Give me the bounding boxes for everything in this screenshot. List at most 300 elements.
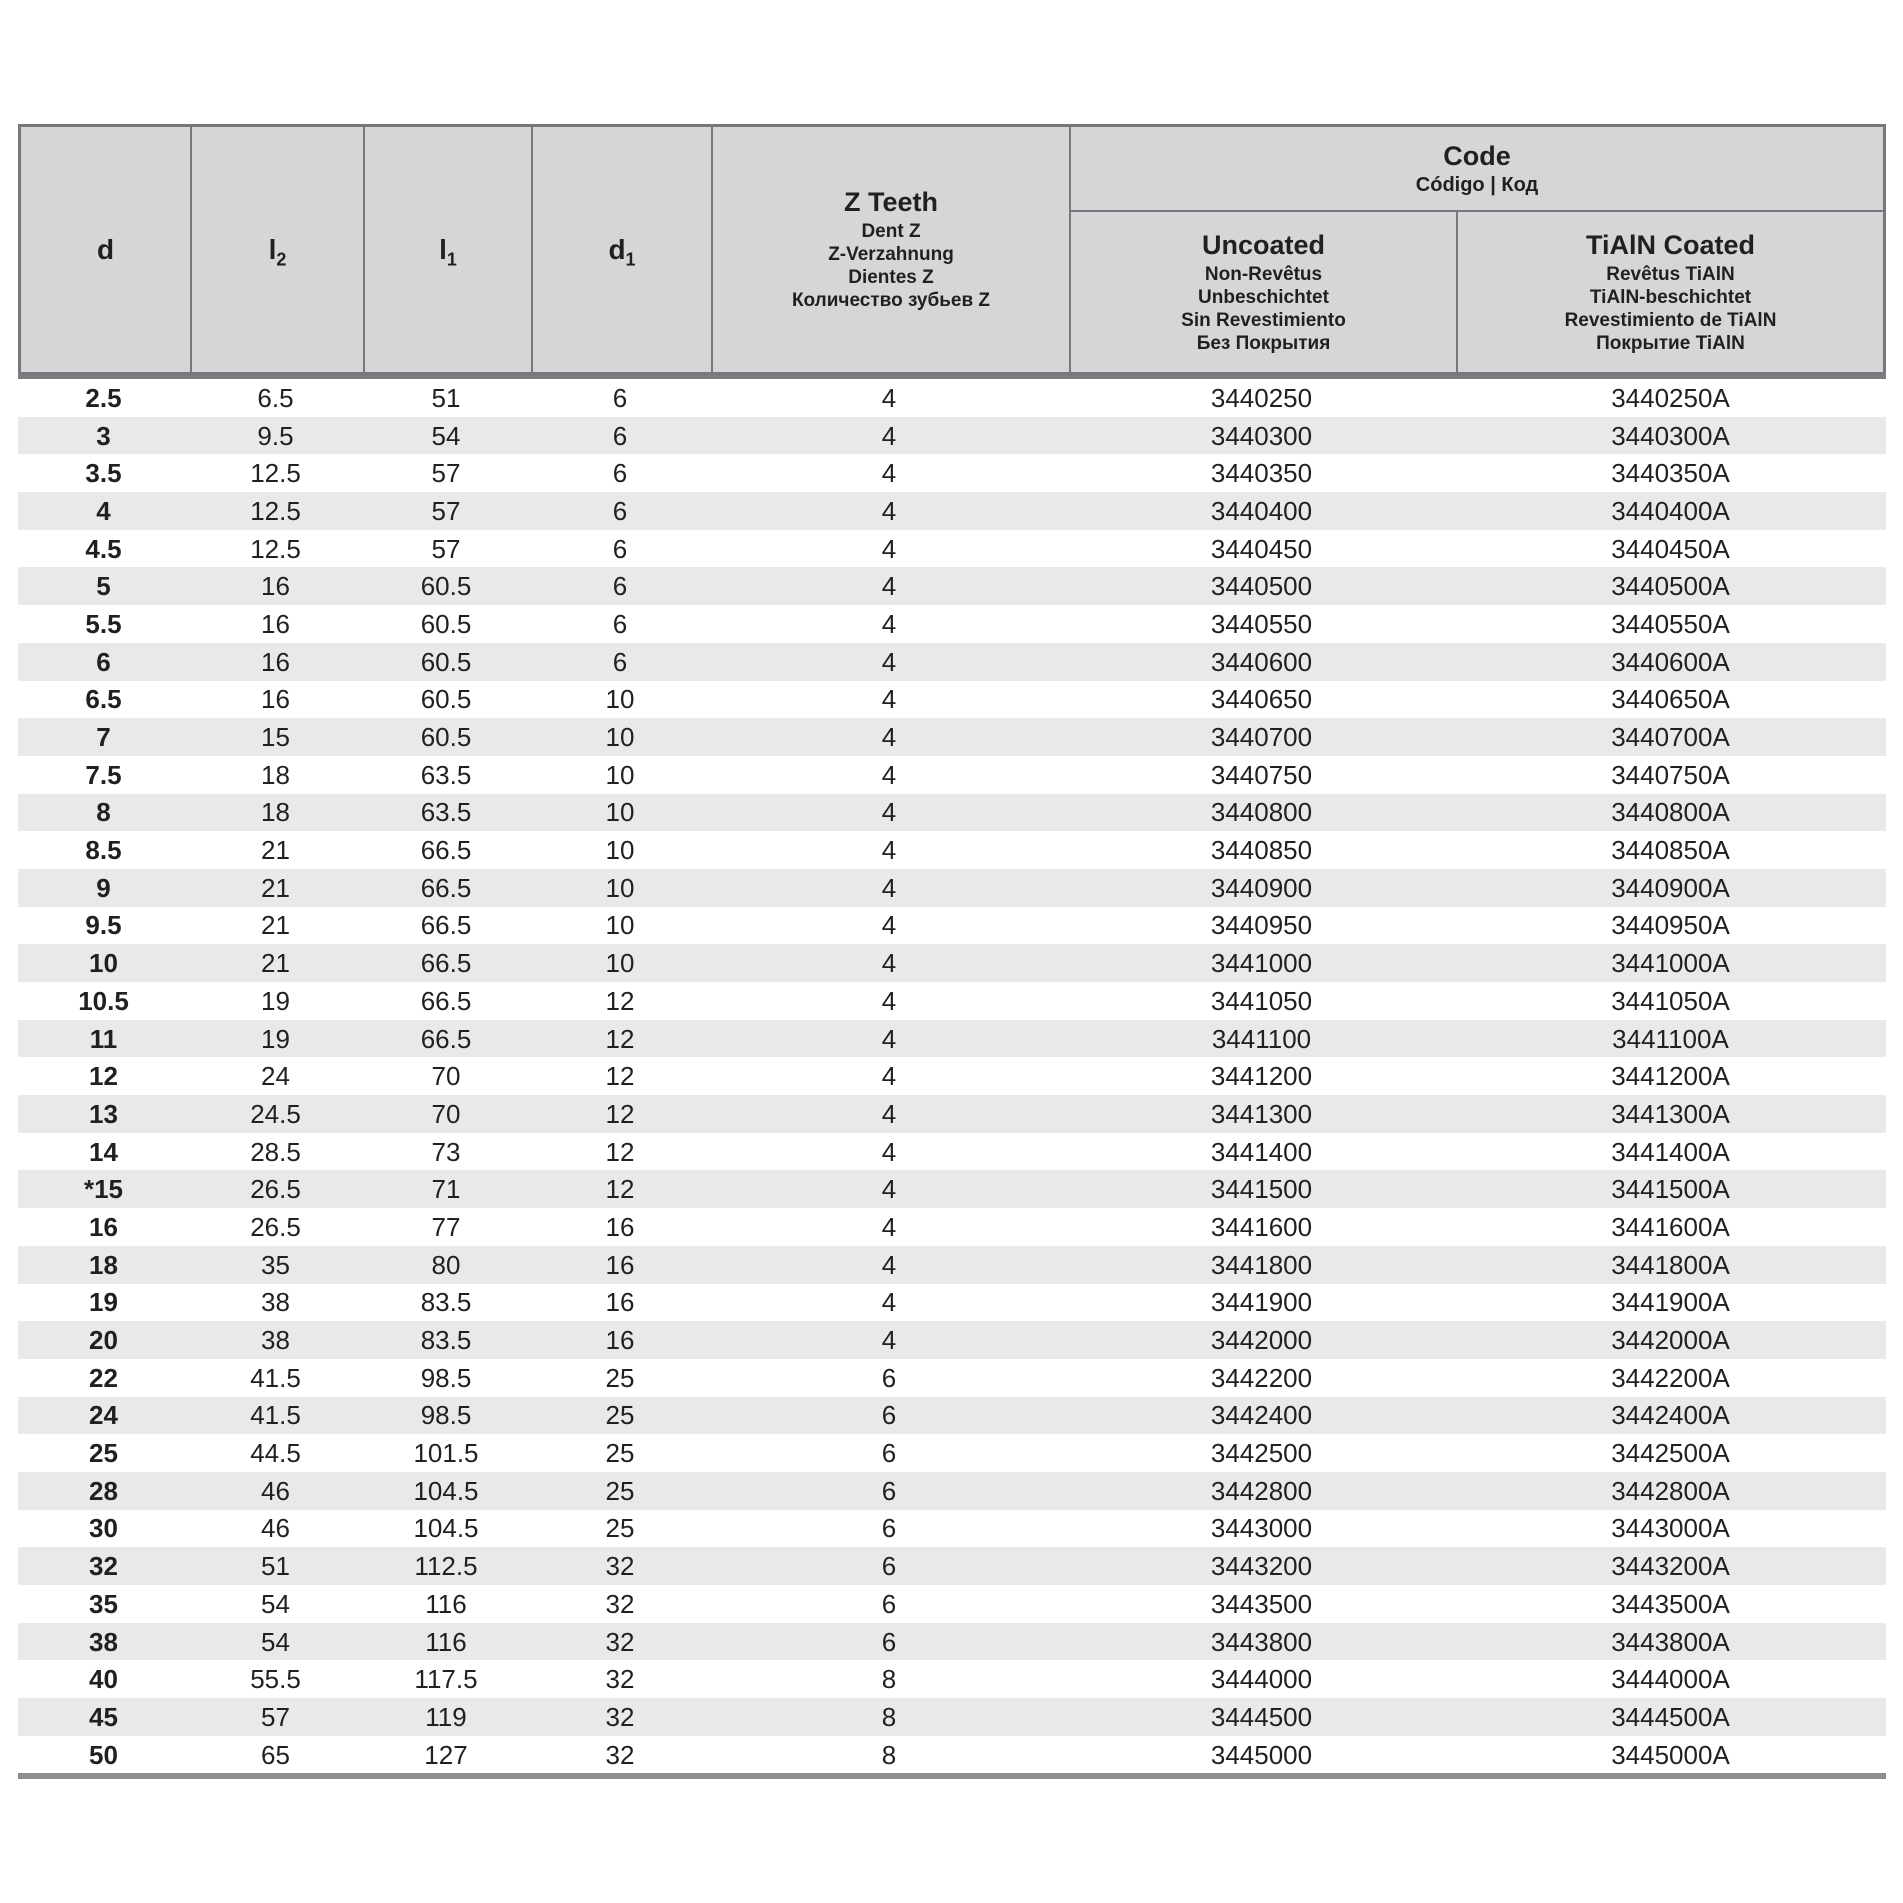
cell-d1: 16 xyxy=(605,1287,635,1318)
cell-l1: 63.5 xyxy=(420,759,472,790)
cell-d: 7.5 xyxy=(85,759,122,790)
cell-d: 3.5 xyxy=(85,458,122,489)
cell-code-uncoated: 3443200 xyxy=(1210,1551,1313,1582)
cell-code-uncoated: 3440700 xyxy=(1210,722,1313,753)
cell-l2: 6.5 xyxy=(257,382,294,413)
cell-code-uncoated: 3442200 xyxy=(1210,1362,1313,1393)
cell-d: 50 xyxy=(89,1739,118,1770)
cell-z-teeth: 4 xyxy=(881,608,897,639)
cell-l2: 54 xyxy=(261,1626,290,1657)
col-header-z-teeth xyxy=(713,127,1071,372)
cell-d1: 25 xyxy=(605,1362,635,1393)
col-header-d1-label: $d_1$ xyxy=(608,233,636,270)
cell-d: 8 xyxy=(96,797,111,828)
cell-d1: 12 xyxy=(605,1136,635,1167)
table-row xyxy=(18,1736,1886,1774)
cell-l1: 112.5 xyxy=(414,1551,478,1582)
cell-l2: 55.5 xyxy=(250,1664,301,1695)
cell-code-uncoated: 3440750 xyxy=(1210,759,1313,790)
table-row xyxy=(18,756,1886,794)
cell-l1: 101.5 xyxy=(413,1438,479,1469)
cell-l2: 21 xyxy=(261,948,290,979)
cell-l1: 70 xyxy=(431,1098,461,1129)
uncoated-translation: Sin Revestimiento xyxy=(1181,309,1346,331)
cell-code-uncoated: 3440500 xyxy=(1210,571,1313,602)
table-row xyxy=(18,831,1886,869)
cell-l2: 19 xyxy=(261,985,290,1016)
table-row xyxy=(18,379,1886,417)
cell-d1: 10 xyxy=(605,759,635,790)
cell-l1: 117.5 xyxy=(414,1664,478,1695)
cell-l2: 19 xyxy=(261,1023,290,1054)
cell-l1: 63.5 xyxy=(420,797,472,828)
z-teeth-translation: Количество зубьев Z xyxy=(791,290,991,311)
tialn-coated-translation: Revestimiento de TiAlN xyxy=(1564,309,1777,331)
cell-z-teeth: 4 xyxy=(881,1325,897,1356)
table-row xyxy=(18,605,1886,643)
cell-d1: 10 xyxy=(605,797,635,828)
uncoated-translation: Non-Revêtus xyxy=(1204,263,1323,285)
table-row xyxy=(18,869,1886,907)
cell-code-tialn-coated: 3442800A xyxy=(1611,1475,1730,1506)
cell-d1: 10 xyxy=(605,835,635,866)
cell-z-teeth: 4 xyxy=(881,722,897,753)
cell-z-teeth: 6 xyxy=(881,1551,897,1582)
cell-l2: 9.5 xyxy=(257,420,294,451)
cell-d: 5 xyxy=(96,571,111,602)
cell-z-teeth: 4 xyxy=(881,1249,897,1280)
z-teeth-translation: Z-Verzahnung xyxy=(828,244,954,265)
cell-l1: 66.5 xyxy=(420,948,472,979)
cell-code-tialn-coated: 3445000A xyxy=(1611,1739,1730,1770)
cell-z-teeth: 4 xyxy=(881,872,897,903)
table-row xyxy=(18,1020,1886,1058)
cell-l1: 66.5 xyxy=(420,835,472,866)
table-row xyxy=(18,1397,1886,1435)
table-row xyxy=(18,1434,1886,1472)
cell-l1: 98.5 xyxy=(420,1400,472,1431)
col-header-l2-label: $l_2$ xyxy=(268,233,287,270)
col-header-tialn-coated xyxy=(1458,212,1883,372)
cell-code-tialn-coated: 3441200A xyxy=(1611,1061,1730,1092)
cell-l2: 18 xyxy=(261,759,290,790)
cell-d: 9.5 xyxy=(85,910,122,941)
cell-z-teeth: 4 xyxy=(881,1136,897,1167)
cell-l2: 16 xyxy=(261,646,290,677)
cell-d: 16 xyxy=(89,1211,118,1242)
cell-d1: 6 xyxy=(612,646,628,677)
cell-code-uncoated: 3440650 xyxy=(1210,684,1313,715)
cell-d: 14 xyxy=(89,1136,118,1167)
cell-d1: 6 xyxy=(612,382,628,413)
cell-l1: 83.5 xyxy=(420,1325,472,1356)
cell-l1: 116 xyxy=(425,1588,467,1619)
cell-z-teeth: 6 xyxy=(881,1400,897,1431)
table-row xyxy=(18,567,1886,605)
col-header-d xyxy=(21,127,192,372)
cell-code-tialn-coated: 3440350A xyxy=(1611,458,1730,489)
table-row xyxy=(18,1510,1886,1548)
cell-code-tialn-coated: 3443200A xyxy=(1611,1551,1730,1582)
cell-l2: 15 xyxy=(261,722,290,753)
cell-z-teeth: 4 xyxy=(881,533,897,564)
cell-l2: 21 xyxy=(261,872,290,903)
cell-code-tialn-coated: 3440500A xyxy=(1611,571,1730,602)
cell-code-tialn-coated: 3441300A xyxy=(1611,1098,1730,1129)
uncoated-translation: Без Покрытия xyxy=(1196,332,1331,354)
cell-code-tialn-coated: 3440900A xyxy=(1611,872,1730,903)
z-teeth-translation: Dent Z xyxy=(861,221,921,242)
table-row xyxy=(18,1472,1886,1510)
cell-l1: 60.5 xyxy=(420,722,472,753)
cell-d1: 6 xyxy=(612,495,628,526)
cell-l1: 73 xyxy=(431,1136,461,1167)
cell-l2: 12.5 xyxy=(250,495,301,526)
cell-code-uncoated: 3443000 xyxy=(1210,1513,1313,1544)
cell-code-tialn-coated: 3440250A xyxy=(1611,382,1730,413)
cell-code-uncoated: 3444500 xyxy=(1210,1701,1313,1732)
cell-d1: 10 xyxy=(605,872,635,903)
table-row xyxy=(18,1095,1886,1133)
cell-code-tialn-coated: 3442400A xyxy=(1611,1400,1730,1431)
cell-l2: 46 xyxy=(261,1475,290,1506)
col-header-d1 xyxy=(533,127,713,372)
cell-z-teeth: 4 xyxy=(881,797,897,828)
cell-d1: 32 xyxy=(605,1701,635,1732)
cell-d: 35 xyxy=(89,1588,118,1619)
cell-d1: 10 xyxy=(605,722,635,753)
cell-l2: 21 xyxy=(261,910,290,941)
tialn-coated-translation: Revêtus TiAlN xyxy=(1606,263,1735,285)
cell-d: 8.5 xyxy=(85,835,122,866)
cell-d: 11 xyxy=(89,1023,118,1054)
cell-code-uncoated: 3440350 xyxy=(1210,458,1313,489)
cell-z-teeth: 8 xyxy=(881,1664,897,1695)
cell-d1: 6 xyxy=(612,608,628,639)
cell-z-teeth: 6 xyxy=(881,1475,897,1506)
cell-d: 18 xyxy=(89,1249,118,1280)
cell-code-tialn-coated: 3442000A xyxy=(1611,1325,1730,1356)
cell-z-teeth: 6 xyxy=(881,1513,897,1544)
cell-l1: 66.5 xyxy=(420,910,472,941)
cell-code-uncoated: 3442400 xyxy=(1210,1400,1313,1431)
table-row xyxy=(18,982,1886,1020)
cell-z-teeth: 4 xyxy=(881,458,897,489)
cell-l2: 16 xyxy=(261,608,290,639)
cell-z-teeth: 4 xyxy=(881,1061,897,1092)
cell-d: 3 xyxy=(96,420,111,451)
code-subtitle: Código | Код xyxy=(1415,173,1539,196)
cell-code-uncoated: 3440950 xyxy=(1210,910,1313,941)
tialn-coated-translation: Покрытие TiAlN xyxy=(1596,332,1745,354)
cell-l1: 60.5 xyxy=(420,646,472,677)
cell-l1: 51 xyxy=(431,382,461,413)
cell-z-teeth: 4 xyxy=(881,1098,897,1129)
table-row xyxy=(18,1660,1886,1698)
cell-l1: 60.5 xyxy=(420,608,472,639)
cell-d1: 32 xyxy=(605,1551,635,1582)
table-row xyxy=(18,1057,1886,1095)
cell-code-tialn-coated: 3441100A xyxy=(1612,1023,1729,1054)
cell-z-teeth: 4 xyxy=(881,646,897,677)
col-header-code xyxy=(1071,127,1883,212)
cell-d: 13 xyxy=(89,1098,118,1129)
cell-z-teeth: 4 xyxy=(881,420,897,451)
cell-d: 20 xyxy=(89,1325,118,1356)
table-row xyxy=(18,944,1886,982)
cell-code-uncoated: 3445000 xyxy=(1210,1739,1313,1770)
cell-d: 6 xyxy=(96,646,111,677)
table-row xyxy=(18,492,1886,530)
table-header xyxy=(18,124,1886,375)
tialn-coated-translation: TiAlN-beschichtet xyxy=(1589,286,1752,308)
cell-z-teeth: 4 xyxy=(881,985,897,1016)
cell-l1: 116 xyxy=(425,1626,467,1657)
cell-d: 4.5 xyxy=(85,533,122,564)
cell-l2: 38 xyxy=(261,1287,290,1318)
uncoated-translation: Unbeschichtet xyxy=(1198,286,1329,308)
cell-l1: 60.5 xyxy=(420,684,472,715)
cell-l1: 80 xyxy=(431,1249,461,1280)
cell-l2: 46 xyxy=(261,1513,290,1544)
cell-l1: 98.5 xyxy=(420,1362,472,1393)
cell-d: 4 xyxy=(96,495,111,526)
table-row xyxy=(18,1585,1886,1623)
cell-z-teeth: 4 xyxy=(881,910,897,941)
cell-d: 19 xyxy=(89,1287,118,1318)
cell-code-uncoated: 3440300 xyxy=(1210,420,1313,451)
cell-l1: 104.5 xyxy=(413,1475,479,1506)
cell-d1: 12 xyxy=(605,1174,635,1205)
table-row xyxy=(18,1623,1886,1661)
cell-code-uncoated: 3442000 xyxy=(1210,1325,1313,1356)
cell-code-uncoated: 3443800 xyxy=(1210,1626,1313,1657)
cell-l1: 57 xyxy=(431,495,461,526)
table-body xyxy=(18,379,1886,1773)
cell-z-teeth: 4 xyxy=(881,1211,897,1242)
cell-code-uncoated: 3442800 xyxy=(1210,1475,1313,1506)
cell-code-tialn-coated: 3440750A xyxy=(1611,759,1730,790)
tialn-coated-title: TiAlN Coated xyxy=(1585,229,1755,260)
cell-z-teeth: 4 xyxy=(881,382,897,413)
cell-d: 5.5 xyxy=(85,608,122,639)
cell-d: 38 xyxy=(89,1626,118,1657)
cell-code-uncoated: 3443500 xyxy=(1210,1588,1313,1619)
cell-l2: 21 xyxy=(261,835,290,866)
cell-z-teeth: 4 xyxy=(881,684,897,715)
table-row xyxy=(18,1284,1886,1322)
cell-d: 45 xyxy=(89,1701,118,1732)
cell-code-tialn-coated: 3444500A xyxy=(1611,1701,1730,1732)
cell-code-tialn-coated: 3443000A xyxy=(1611,1513,1730,1544)
cell-d1: 6 xyxy=(612,571,628,602)
table-row xyxy=(18,530,1886,568)
cell-d1: 25 xyxy=(605,1400,635,1431)
cell-l2: 44.5 xyxy=(250,1438,301,1469)
cell-d: 24 xyxy=(89,1400,118,1431)
code-title: Code xyxy=(1443,140,1511,171)
cell-code-uncoated: 3440450 xyxy=(1210,533,1313,564)
cell-d: 9 xyxy=(96,872,111,903)
cell-d1: 16 xyxy=(605,1325,635,1356)
cell-code-tialn-coated: 3443500A xyxy=(1611,1588,1730,1619)
cell-code-uncoated: 3441100 xyxy=(1211,1023,1312,1054)
cell-d: 32 xyxy=(89,1551,118,1582)
cell-d: 22 xyxy=(89,1362,118,1393)
cell-code-uncoated: 3441800 xyxy=(1210,1249,1313,1280)
cell-code-uncoated: 3441300 xyxy=(1210,1098,1313,1129)
cell-d1: 10 xyxy=(605,948,635,979)
cell-d1: 25 xyxy=(605,1513,635,1544)
cell-l2: 16 xyxy=(261,571,290,602)
cell-d1: 32 xyxy=(605,1588,635,1619)
cell-code-uncoated: 3441600 xyxy=(1210,1211,1313,1242)
cell-d: 30 xyxy=(89,1513,118,1544)
cell-code-tialn-coated: 3440450A xyxy=(1611,533,1730,564)
cell-l2: 57 xyxy=(261,1701,290,1732)
cell-code-tialn-coated: 3442200A xyxy=(1611,1362,1730,1393)
cell-d: 7 xyxy=(96,722,111,753)
cell-code-tialn-coated: 3440400A xyxy=(1611,495,1730,526)
cell-code-uncoated: 3441500 xyxy=(1210,1174,1313,1205)
cell-z-teeth: 6 xyxy=(881,1438,897,1469)
cell-l2: 28.5 xyxy=(250,1136,301,1167)
cell-code-tialn-coated: 3440650A xyxy=(1611,684,1730,715)
cell-code-tialn-coated: 3444000A xyxy=(1611,1664,1730,1695)
cell-l1: 60.5 xyxy=(420,571,472,602)
cell-d1: 6 xyxy=(612,458,628,489)
cell-code-uncoated: 3440600 xyxy=(1210,646,1313,677)
col-header-l1 xyxy=(365,127,533,372)
cell-l1: 77 xyxy=(431,1211,461,1242)
cell-l1: 66.5 xyxy=(420,872,472,903)
cell-z-teeth: 4 xyxy=(881,1287,897,1318)
col-header-l2 xyxy=(192,127,365,372)
product-table xyxy=(18,124,1886,1779)
cell-z-teeth: 8 xyxy=(881,1739,897,1770)
cell-code-tialn-coated: 3441500A xyxy=(1611,1174,1730,1205)
cell-code-uncoated: 3440550 xyxy=(1210,608,1313,639)
cell-d: 10 xyxy=(89,948,118,979)
col-header-l1-label: $l_1$ xyxy=(439,233,457,270)
cell-code-uncoated: 3441200 xyxy=(1210,1061,1313,1092)
cell-l2: 26.5 xyxy=(250,1174,301,1205)
table-row xyxy=(18,1698,1886,1736)
cell-d: 10.5 xyxy=(78,985,129,1016)
cell-d1: 32 xyxy=(605,1739,635,1770)
cell-z-teeth: 4 xyxy=(881,1023,897,1054)
table-row xyxy=(18,1321,1886,1359)
cell-d1: 6 xyxy=(612,533,628,564)
cell-l2: 12.5 xyxy=(250,458,301,489)
cell-d: 25 xyxy=(89,1438,118,1469)
cell-code-tialn-coated: 3441800A xyxy=(1611,1249,1730,1280)
cell-code-tialn-coated: 3443800A xyxy=(1611,1626,1730,1657)
cell-code-uncoated: 3441000 xyxy=(1210,948,1313,979)
cell-l1: 70 xyxy=(431,1061,461,1092)
col-header-d-label: d xyxy=(96,233,115,265)
cell-code-tialn-coated: 3441900A xyxy=(1611,1287,1730,1318)
table-row xyxy=(18,417,1886,455)
cell-l2: 16 xyxy=(261,684,290,715)
cell-d1: 25 xyxy=(605,1475,635,1506)
cell-code-tialn-coated: 3441000A xyxy=(1611,948,1730,979)
cell-d1: 12 xyxy=(605,1023,635,1054)
cell-l2: 51 xyxy=(261,1551,290,1582)
cell-z-teeth: 4 xyxy=(881,495,897,526)
cell-code-uncoated: 3440400 xyxy=(1210,495,1313,526)
cell-code-tialn-coated: 3441400A xyxy=(1611,1136,1730,1167)
cell-d1: 10 xyxy=(605,684,635,715)
cell-code-uncoated: 3442500 xyxy=(1210,1438,1313,1469)
cell-code-tialn-coated: 3440550A xyxy=(1611,608,1730,639)
cell-d1: 10 xyxy=(605,910,635,941)
cell-d: 12 xyxy=(89,1061,118,1092)
cell-code-uncoated: 3440900 xyxy=(1210,872,1313,903)
cell-code-tialn-coated: 3440700A xyxy=(1611,722,1730,753)
cell-code-tialn-coated: 3441600A xyxy=(1611,1211,1730,1242)
cell-d1: 12 xyxy=(605,1061,635,1092)
cell-l2: 24.5 xyxy=(250,1098,301,1129)
cell-l2: 41.5 xyxy=(250,1362,301,1393)
cell-l1: 54 xyxy=(431,420,461,451)
table-row xyxy=(18,1170,1886,1208)
uncoated-title: Uncoated xyxy=(1201,229,1326,260)
cell-code-uncoated: 3441400 xyxy=(1210,1136,1313,1167)
cell-code-tialn-coated: 3442500A xyxy=(1611,1438,1730,1469)
cell-code-uncoated: 3441050 xyxy=(1210,985,1313,1016)
cell-l2: 54 xyxy=(261,1588,290,1619)
cell-code-uncoated: 3440250 xyxy=(1210,382,1313,413)
table-row xyxy=(18,1133,1886,1171)
cell-d: 28 xyxy=(89,1475,118,1506)
cell-l1: 119 xyxy=(425,1701,467,1732)
cell-code-uncoated: 3440850 xyxy=(1210,835,1313,866)
cell-l2: 41.5 xyxy=(250,1400,301,1431)
cell-l1: 127 xyxy=(424,1739,468,1770)
cell-d: 6.5 xyxy=(85,684,122,715)
col-header-uncoated xyxy=(1071,212,1458,372)
cell-d1: 32 xyxy=(605,1626,635,1657)
cell-code-tialn-coated: 3440800A xyxy=(1611,797,1730,828)
table-row xyxy=(18,454,1886,492)
table-row xyxy=(18,1208,1886,1246)
cell-l2: 18 xyxy=(261,797,290,828)
cell-z-teeth: 6 xyxy=(881,1626,897,1657)
cell-l1: 83.5 xyxy=(420,1287,472,1318)
cell-l1: 71 xyxy=(431,1174,461,1205)
cell-l1: 66.5 xyxy=(420,1023,472,1054)
cell-l2: 12.5 xyxy=(250,533,301,564)
cell-z-teeth: 4 xyxy=(881,835,897,866)
table-row xyxy=(18,794,1886,832)
cell-l2: 35 xyxy=(261,1249,290,1280)
cell-z-teeth: 6 xyxy=(881,1362,897,1393)
cell-code-uncoated: 3444000 xyxy=(1210,1664,1313,1695)
cell-z-teeth: 4 xyxy=(881,1174,897,1205)
table-row xyxy=(18,907,1886,945)
table-row xyxy=(18,643,1886,681)
cell-l1: 57 xyxy=(431,458,461,489)
cell-d1: 6 xyxy=(612,420,628,451)
z-teeth-translation: Dientes Z xyxy=(848,267,934,288)
cell-l2: 24 xyxy=(261,1061,290,1092)
table-row xyxy=(18,681,1886,719)
cell-d1: 12 xyxy=(605,985,635,1016)
cell-l1: 66.5 xyxy=(420,985,472,1016)
cell-code-tialn-coated: 3440600A xyxy=(1611,646,1730,677)
table-row xyxy=(18,1359,1886,1397)
